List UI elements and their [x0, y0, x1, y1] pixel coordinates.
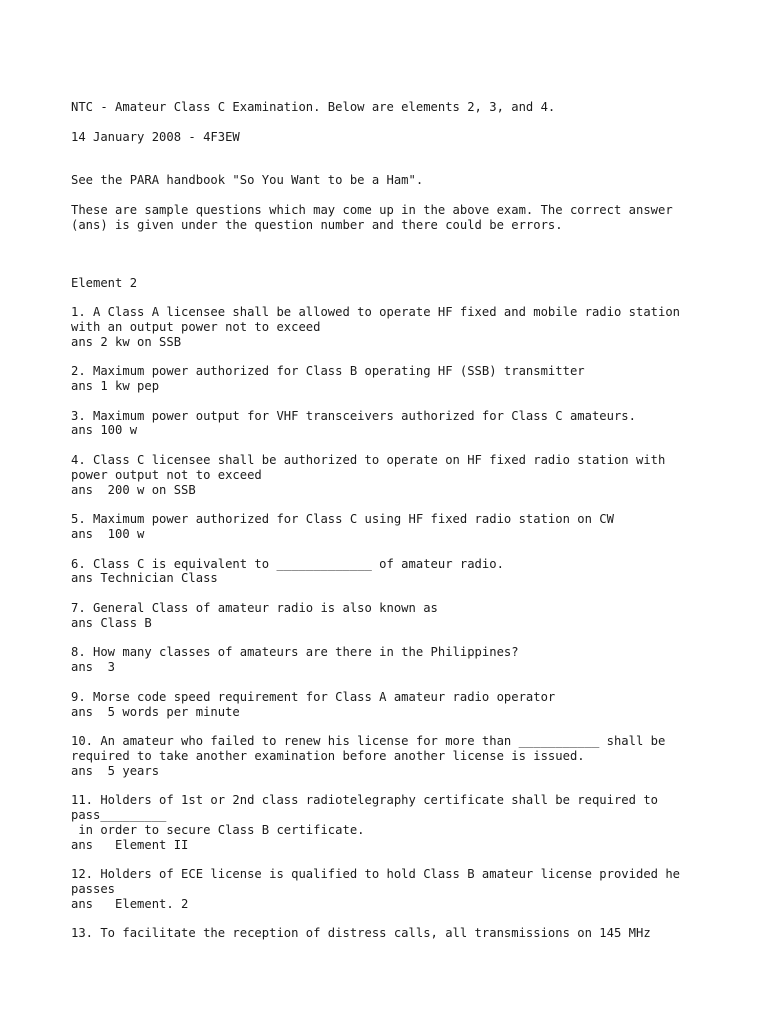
question-item — [71, 305, 751, 349]
intro-note-line: (ans) is given under the question number and there could be errors. — [71, 217, 563, 232]
question-line: ans 5 years — [71, 763, 160, 778]
question-line: 4. Class C licensee shall be authorized to operate on HF fixed radio station with — [71, 453, 666, 468]
question-line: 3. Maximum power output for VHF transceivers authorized for Class C amateurs. — [71, 408, 636, 423]
document-date: 14 January 2008 - 4F3EW — [71, 129, 240, 144]
question-line: power output not to exceed — [71, 467, 262, 482]
question-line: ans Element II — [71, 837, 189, 852]
question-line: 2. Maximum power authorized for Class B operating HF (SSB) transmitter — [71, 364, 585, 379]
question-line: ans 2 kw on SSB — [71, 334, 182, 349]
question-line: required to take another examination before another license is issued. — [71, 748, 585, 763]
question-line: 7. General Class of amateur radio is also known as — [71, 601, 438, 616]
handbook-reference: See the PARA handbook "So You Want to be a Ham". — [71, 173, 424, 188]
question-line: ans Technician Class — [71, 571, 218, 586]
question-line: ans 200 w on SSB — [71, 482, 196, 497]
question-item — [71, 690, 751, 719]
section-heading: Element 2 — [71, 275, 138, 290]
question-line: in order to secure Class B certificate. — [71, 822, 365, 837]
question-item — [71, 645, 751, 674]
question-line: ans 5 words per minute — [71, 704, 240, 719]
question-line: ans 100 w — [71, 423, 138, 438]
question-item — [71, 793, 751, 852]
question-line: ans Element. 2 — [71, 896, 189, 911]
question-line: 12. Holders of ECE license is qualified to hold Class B amateur license provided he — [71, 867, 681, 882]
question-line: pass_________ — [71, 808, 167, 823]
question-line: 9. Morse code speed requirement for Class A amateur radio operator — [71, 689, 556, 704]
question-line: 8. How many classes of amateurs are there in the Philippines? — [71, 645, 519, 660]
question-line: 11. Holders of 1st or 2nd class radiotelegraphy certificate shall be required to — [71, 793, 658, 808]
intro-note-line: These are sample questions which may come up in the above exam. The correct answer — [71, 203, 673, 218]
question-item — [71, 453, 751, 497]
question-line: with an output power not to exceed — [71, 319, 321, 334]
question-line: 13. To facilitate the reception of distress calls, all transmissions on 145 MHz — [71, 926, 651, 941]
question-item — [71, 867, 751, 911]
question-line: ans 3 — [71, 660, 116, 675]
question-line: 5. Maximum power authorized for Class C using HF fixed radio station on CW — [71, 512, 614, 527]
question-item — [71, 601, 751, 630]
question-item — [71, 512, 751, 541]
question-item — [71, 557, 751, 586]
question-line: 1. A Class A licensee shall be allowed to operate HF fixed and mobile radio station — [71, 305, 681, 320]
question-item — [71, 409, 751, 438]
question-line: ans 100 w — [71, 526, 145, 541]
question-line: 6. Class C is equivalent to _____________ of amateur radio. — [71, 556, 504, 571]
document-title: NTC - Amateur Class C Examination. Below are elements 2, 3, and 4. — [71, 100, 556, 114]
question-item — [71, 364, 751, 393]
question-line: ans 1 kw pep — [71, 379, 160, 394]
question-item — [71, 734, 751, 778]
question-line: ans Class B — [71, 615, 152, 630]
question-list — [71, 305, 751, 941]
question-line: 10. An amateur who failed to renew his license for more than ___________ shall be — [71, 734, 666, 749]
question-item — [71, 926, 751, 941]
question-line: passes — [71, 881, 116, 896]
document-page — [71, 100, 751, 941]
